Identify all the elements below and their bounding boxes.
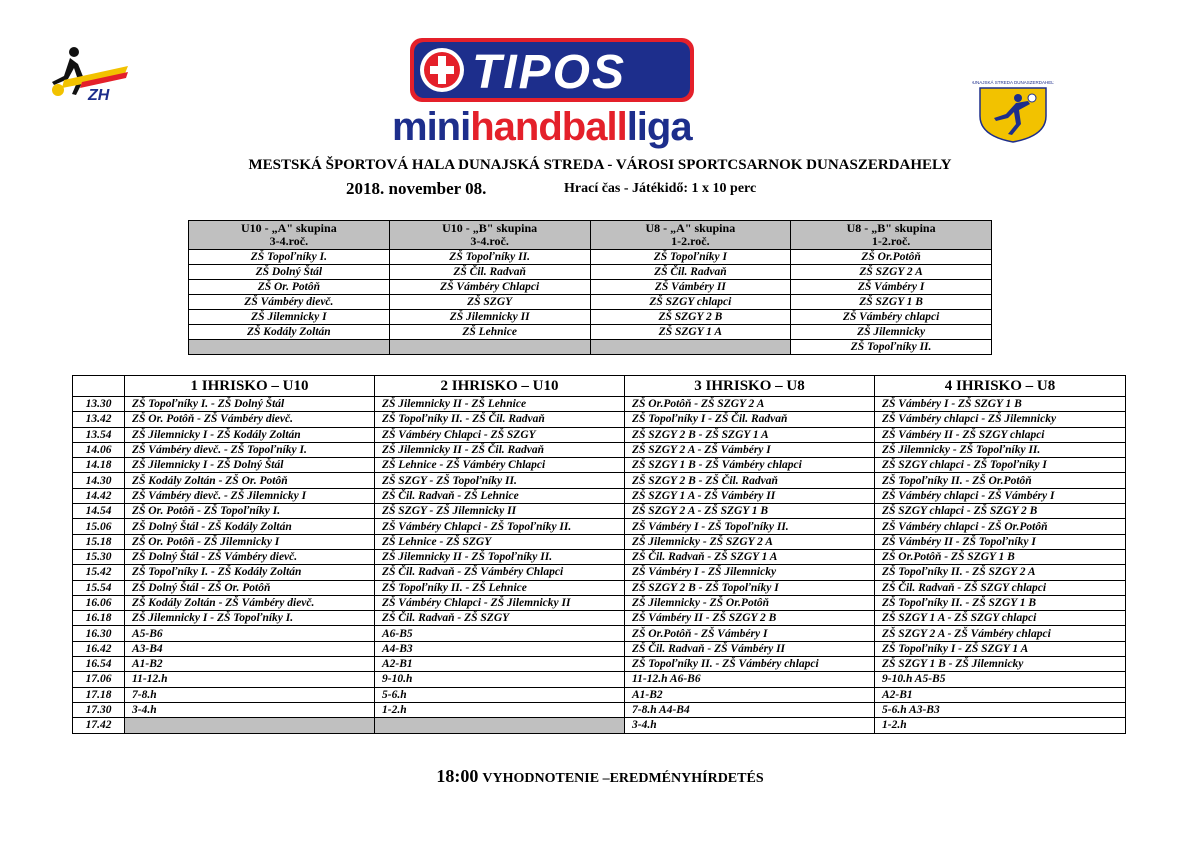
match-cell: ZŠ Vámbéry chlapci - ZŠ Or.Potôň [875,519,1126,534]
match-cell: ZŠ Vámbéry Chlapci - ZŠ Topoľníky II. [375,519,625,534]
group-team-cell: ZŠ Čil. Radvaň [590,265,791,280]
match-time-cell: 17.42 [73,718,125,733]
match-cell: ZŠ Or. Potôň - ZŠ Topoľníky I. [125,504,375,519]
match-cell: ZŠ Topoľníky II. - ZŠ Čil. Radvaň [375,412,625,427]
match-cell: ZŠ Topoľníky II. - ZŠ SZGY 1 B [875,595,1126,610]
group-header: U8 - „B" skupina 1-2.roč. [791,221,992,250]
schedule-row [73,458,1126,473]
match-cell: ZŠ Vámbéry dievč. - ZŠ Jilemnicky I [125,488,375,503]
match-cell: A5-B6 [125,626,375,641]
match-cell: ZŠ Jilemnicky I - ZŠ Dolný Štál [125,458,375,473]
match-cell: ZŠ Jilemnicky II - ZŠ Čil. Radvaň [375,442,625,457]
match-time-cell: 14.54 [73,504,125,519]
match-cell: ZŠ SZGY 2 B - ZŠ SZGY 1 A [625,427,875,442]
match-cell: ZŠ SZGY - ZŠ Topoľníky II. [375,473,625,488]
match-time-cell: 16.30 [73,626,125,641]
match-time-cell: 15.54 [73,580,125,595]
match-time-cell: 17.30 [73,702,125,717]
match-cell [375,718,625,733]
match-cell: ZŠ Or.Potôň - ZŠ SZGY 1 B [875,549,1126,564]
match-cell: ZŠ Kodály Zoltán - ZŠ Vámbéry dievč. [125,595,375,610]
footer-time: 18:00 [436,766,479,786]
schedule-row [73,473,1126,488]
schedule-row [73,442,1126,457]
group-team-cell: ZŠ Topoľníky II. [389,250,590,265]
match-cell: ZŠ Topoľníky I. - ZŠ Kodály Zoltán [125,565,375,580]
venue-title: MESTSKÁ ŠPORTOVÁ HALA DUNAJSKÁ STREDA - VÁROSI SPORTCSARNOK DUNASZERDAHELY [248,157,952,173]
court-header: 3 IHRISKO – U8 [625,376,875,397]
match-cell: ZŠ Jilemnicky - ZŠ Topoľníky II. [875,442,1126,457]
schedule-row [73,504,1126,519]
schedule-row [73,534,1126,549]
group-team-cell: ZŠ Topoľníky I. [189,250,390,265]
match-cell: ZŠ Lehnice - ZŠ Vámbéry Chlapci [375,458,625,473]
svg-text:DUNAJSKÁ STREDA DUNASZERDAHELY: DUNAJSKÁ STREDA DUNASZERDAHELY [972,80,1054,85]
schedule-row [73,626,1126,641]
match-cell: A1-B2 [625,687,875,702]
minihandball-liga-logo [392,104,692,150]
match-cell: ZŠ Vámbéry I - ZŠ Jilemnicky [625,565,875,580]
group-team-cell: ZŠ Vámbéry chlapci [791,310,992,325]
match-cell: ZŠ Vámbéry II - ZŠ SZGY 2 B [625,611,875,626]
match-cell: ZŠ Vámbéry Chlapci - ZŠ Jilemnicky II [375,595,625,610]
group-team-cell: ZŠ SZGY chlapci [590,295,791,310]
match-cell: ZŠ Vámbéry dievč. - ZŠ Topoľníky I. [125,442,375,457]
match-cell: 3-4.h [625,718,875,733]
group-team-cell: ZŠ Kodály Zoltán [189,325,390,340]
schedule-row [73,427,1126,442]
schedule-table [72,375,1126,734]
logo-part-mini: mini [392,105,471,149]
schedule-row [73,565,1126,580]
match-time-cell: 15.18 [73,534,125,549]
svg-text:TIPOS: TIPOS [472,46,627,99]
match-time-cell: 13.54 [73,427,125,442]
match-cell: ZŠ Vámbéry II - ZŠ SZGY chlapci [875,427,1126,442]
schedule-row [73,611,1126,626]
group-team-cell [590,340,791,355]
match-cell: ZŠ Vámbéry Chlapci - ZŠ SZGY [375,427,625,442]
play-time: Hrací čas - Játékidő: 1 x 10 perc [564,181,757,196]
match-cell: A1-B2 [125,657,375,672]
match-time-cell: 15.30 [73,549,125,564]
match-cell: ZŠ Or. Potôň - ZŠ Jilemnicky I [125,534,375,549]
match-cell: ZŠ Čil. Radvaň - ZŠ SZGY [375,611,625,626]
logo-part-handball: handball [470,105,627,149]
match-cell: ZŠ Jilemnicky - ZŠ Or.Potôň [625,595,875,610]
footer-label: VYHODNOTENIE –EREDMÉNYHÍRDETÉS [482,771,764,786]
match-cell: ZŠ Čil. Radvaň - ZŠ SZGY 1 A [625,549,875,564]
schedule-row [73,488,1126,503]
match-cell: ZŠ SZGY 1 B - ZŠ Jilemnicky [875,657,1126,672]
match-cell: 7-8.h A4-B4 [625,702,875,717]
schedule-row [73,672,1126,687]
match-cell: ZŠ Vámbéry I - ZŠ Topoľníky II. [625,519,875,534]
match-time-cell: 14.42 [73,488,125,503]
group-row [189,340,992,355]
match-cell: 11-12.h A6-B6 [625,672,875,687]
match-cell: ZŠ Vámbéry I - ZŠ SZGY 1 B [875,397,1126,412]
match-cell: ZŠ Or.Potôň - ZŠ SZGY 2 A [625,397,875,412]
match-cell: A3-B4 [125,641,375,656]
court-header: 4 IHRISKO – U8 [875,376,1126,397]
schedule-row [73,397,1126,412]
group-team-cell: ZŠ Jilemnicky I [189,310,390,325]
match-cell: ZŠ Jilemnicky I - ZŠ Topoľníky I. [125,611,375,626]
match-time-cell: 14.18 [73,458,125,473]
match-cell: A4-B3 [375,641,625,656]
groups-header-row [189,221,992,250]
match-cell: A6-B5 [375,626,625,641]
group-team-cell: ZŠ Čil. Radvaň [389,265,590,280]
court-header: 1 IHRISKO – U10 [125,376,375,397]
match-time-cell: 15.06 [73,519,125,534]
match-cell: ZŠ SZGY 2 A - ZŠ Vámbéry I [625,442,875,457]
group-team-cell: ZŠ Vámbéry I [791,280,992,295]
group-team-cell: ZŠ Vámbéry Chlapci [389,280,590,295]
match-cell: ZŠ Topoľníky I. - ZŠ Dolný Štál [125,397,375,412]
match-cell: 7-8.h [125,687,375,702]
event-date: 2018. november 08. [346,179,487,198]
match-cell: 11-12.h [125,672,375,687]
match-time-cell: 16.54 [73,657,125,672]
match-cell: ZŠ Vámbéry II - ZŠ Topoľníky I [875,534,1126,549]
match-time-cell: 16.06 [73,595,125,610]
match-cell: ZŠ Or. Potôň - ZŠ Vámbéry dievč. [125,412,375,427]
group-team-cell: ZŠ Topoľníky II. [791,340,992,355]
schedule-row [73,580,1126,595]
match-time-cell: 13.42 [73,412,125,427]
schedule-row [73,549,1126,564]
match-time-cell: 16.42 [73,641,125,656]
match-cell: 1-2.h [875,718,1126,733]
match-cell: ZŠ Vámbéry chlapci - ZŠ Jilemnicky [875,412,1126,427]
group-row [189,295,992,310]
match-cell: ZŠ SZGY - ZŠ Jilemnicky II [375,504,625,519]
match-cell: ZŠ Topoľníky I - ZŠ Čil. Radvaň [625,412,875,427]
match-cell: ZŠ Jilemnicky II - ZŠ Lehnice [375,397,625,412]
schedule-row [73,702,1126,717]
match-cell: ZŠ Topoľníky II. - ZŠ Or.Potôň [875,473,1126,488]
group-team-cell: ZŠ Dolný Štál [189,265,390,280]
group-team-cell [389,340,590,355]
group-team-cell: ZŠ Topoľníky I [590,250,791,265]
tipos-logo [408,36,696,104]
match-cell: ZŠ Čil. Radvaň - ZŠ Vámbéry Chlapci [375,565,625,580]
schedule-row [73,519,1126,534]
match-cell: ZŠ SZGY 2 A - ZŠ Vámbéry chlapci [875,626,1126,641]
schedule-row [73,595,1126,610]
match-time-cell: 17.18 [73,687,125,702]
match-cell: ZŠ Dolný Štál - ZŠ Kodály Zoltán [125,519,375,534]
group-team-cell: ZŠ SZGY 2 A [791,265,992,280]
match-cell: ZŠ SZGY chlapci - ZŠ Topoľníky I [875,458,1126,473]
schedule-row [73,718,1126,733]
match-cell: 9-10.h [375,672,625,687]
group-header: U10 - „A" skupina 3-4.roč. [189,221,390,250]
schedule-row [73,687,1126,702]
group-row [189,325,992,340]
match-cell: ZŠ SZGY 2 B - ZŠ Topoľníky I [625,580,875,595]
match-cell: ZŠ Jilemnicky - ZŠ SZGY 2 A [625,534,875,549]
group-header: U10 - „B" skupina 3-4.roč. [389,221,590,250]
schedule-row [73,412,1126,427]
time-column-header [73,376,125,397]
group-team-cell [189,340,390,355]
match-time-cell: 14.30 [73,473,125,488]
group-team-cell: ZŠ SZGY 2 B [590,310,791,325]
match-time-cell: 13.30 [73,397,125,412]
match-cell: 1-2.h [375,702,625,717]
group-row [189,310,992,325]
group-header: U8 - „A" skupina 1-2.roč. [590,221,791,250]
match-cell: A2-B1 [375,657,625,672]
group-row [189,250,992,265]
match-time-cell: 14.06 [73,442,125,457]
match-cell: ZŠ Vámbéry chlapci - ZŠ Vámbéry I [875,488,1126,503]
logo-part-liga: liga [626,105,692,149]
match-cell: ZŠ Dolný Štál - ZŠ Or. Potôň [125,580,375,595]
match-cell [125,718,375,733]
match-cell: ZŠ Topoľníky I - ZŠ SZGY 1 A [875,641,1126,656]
match-time-cell: 16.18 [73,611,125,626]
schedule-header-row [73,376,1126,397]
match-cell: ZŠ Jilemnicky I - ZŠ Kodály Zoltán [125,427,375,442]
match-cell: A2-B1 [875,687,1126,702]
match-cell: ZŠ Lehnice - ZŠ SZGY [375,534,625,549]
groups-table [188,220,992,355]
schedule-row [73,657,1126,672]
footer-announcement [0,766,1200,787]
match-cell: ZŠ SZGY 1 B - ZŠ Vámbéry chlapci [625,458,875,473]
group-team-cell: ZŠ Or. Potôň [189,280,390,295]
group-team-cell: ZŠ Vámbéry II [590,280,791,295]
group-team-cell: ZŠ Or.Potôň [791,250,992,265]
match-cell: 5-6.h A3-B3 [875,702,1126,717]
group-team-cell: ZŠ Vámbéry dievč. [189,295,390,310]
match-cell: ZŠ Čil. Radvaň - ZŠ Lehnice [375,488,625,503]
match-cell: 5-6.h [375,687,625,702]
match-cell: ZŠ SZGY 2 B - ZŠ Čil. Radvaň [625,473,875,488]
match-cell: ZŠ SZGY 1 A - ZŠ SZGY chlapci [875,611,1126,626]
match-cell: 9-10.h A5-B5 [875,672,1126,687]
zh-club-logo [44,42,130,104]
match-cell: ZŠ Čil. Radvaň - ZŠ SZGY chlapci [875,580,1126,595]
group-row [189,280,992,295]
group-team-cell: ZŠ SZGY 1 A [590,325,791,340]
group-row [189,265,992,280]
group-team-cell: ZŠ SZGY 1 B [791,295,992,310]
match-cell: ZŠ SZGY 2 A - ZŠ SZGY 1 B [625,504,875,519]
group-team-cell: ZŠ SZGY [389,295,590,310]
match-cell: ZŠ Jilemnicky II - ZŠ Topoľníky II. [375,549,625,564]
match-cell: ZŠ Kodály Zoltán - ZŠ Or. Potôň [125,473,375,488]
svg-text:ZH: ZH [88,87,110,104]
group-team-cell: ZŠ Jilemnicky II [389,310,590,325]
match-cell: ZŠ Or.Potôň - ZŠ Vámbéry I [625,626,875,641]
match-cell: ZŠ Dolný Štál - ZŠ Vámbéry dievč. [125,549,375,564]
group-team-cell: ZŠ Lehnice [389,325,590,340]
schedule-row [73,641,1126,656]
match-cell: ZŠ Topoľníky II. - ZŠ Lehnice [375,580,625,595]
match-time-cell: 15.42 [73,565,125,580]
court-header: 2 IHRISKO – U10 [375,376,625,397]
match-cell: ZŠ Čil. Radvaň - ZŠ Vámbéry II [625,641,875,656]
dunajska-streda-logo [972,78,1054,144]
match-time-cell: 17.06 [73,672,125,687]
match-cell: ZŠ Topoľníky II. - ZŠ Vámbéry chlapci [625,657,875,672]
group-team-cell: ZŠ Jilemnicky [791,325,992,340]
match-cell: ZŠ Topoľníky II. - ZŠ SZGY 2 A [875,565,1126,580]
match-cell: 3-4.h [125,702,375,717]
match-cell: ZŠ SZGY 1 A - ZŠ Vámbéry II [625,488,875,503]
match-cell: ZŠ SZGY chlapci - ZŠ SZGY 2 B [875,504,1126,519]
